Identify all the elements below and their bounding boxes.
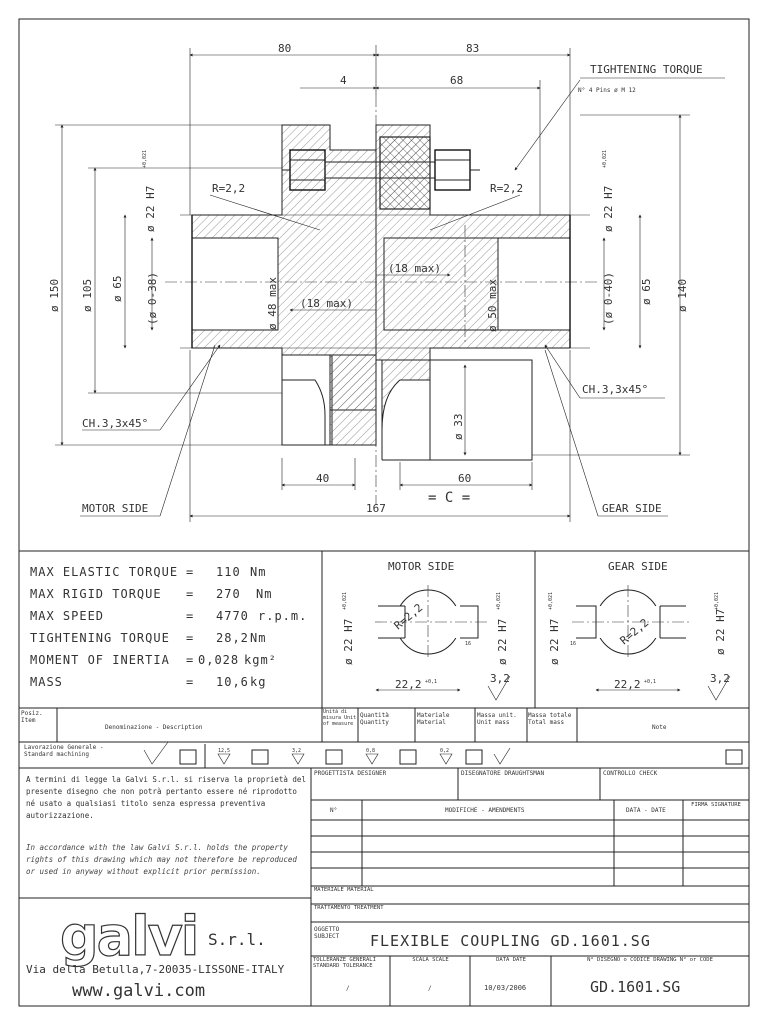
svg-text:=: =: [186, 565, 195, 579]
machining-row: [19, 742, 749, 768]
roughness-box: [326, 750, 342, 764]
tol-right: +0,021: [602, 149, 608, 168]
dim-dia-65-right: ø 65: [640, 278, 653, 305]
svg-text:=: =: [186, 587, 195, 601]
spec-unit: Nm: [256, 587, 273, 601]
drawing-number-label: N° DISEGNO o CODICE DRAWING N° or CODE: [587, 957, 713, 963]
svg-text:+0,021: +0,021: [714, 591, 720, 610]
gear-detail-width: 16: [570, 641, 577, 647]
logo-wordmark: galvi: [60, 905, 198, 968]
col-material: Materiale Material: [417, 712, 450, 726]
spec-label: MAX ELASTIC TORQUE: [30, 565, 179, 579]
dim-dia-105: ø 105: [81, 278, 94, 312]
dim-dia-65-left: ø 65: [111, 275, 124, 302]
svg-text:+0,021: +0,021: [342, 591, 348, 610]
treatment-label: TRATTAMENTO TREATMENT: [314, 905, 384, 911]
logo-srl: S.r.l.: [208, 930, 266, 949]
scale-value: /: [428, 985, 432, 992]
roughness-box: [726, 750, 742, 764]
motor-side-label: MOTOR SIDE: [82, 502, 149, 515]
col-unit-mass: Massa unit. Unit mass: [477, 712, 517, 726]
svg-text:3,2: 3,2: [292, 748, 302, 754]
spec-label: MAX RIGID TORQUE: [30, 587, 162, 601]
svg-text:+0,1: +0,1: [425, 679, 438, 685]
chamfer-right: CH.3,3x45°: [582, 383, 649, 396]
spec-unit: Nm: [250, 565, 267, 579]
roughness-box: [180, 750, 196, 764]
dim-83: 83: [466, 42, 480, 55]
spec-label: MOMENT OF INERTIA: [30, 653, 170, 667]
coupling-section-view: [48, 42, 725, 522]
tol-left: +0,021: [142, 149, 148, 168]
legal-notice-en: In accordance with the law Galvi S.r.l. holds the property rights of this drawing which may not therefore be reproduced or used in anyway without explicit prior permission.: [26, 843, 297, 876]
drafter-label: DISEGNATORE DRAUGHTSMAN: [461, 770, 545, 777]
motor-detail-dia: ø 22 H7: [342, 618, 355, 665]
gear-side-label: GEAR SIDE: [602, 502, 662, 515]
spec-label: TIGHTENING TORQUE: [30, 631, 170, 645]
drawing-title: FLEXIBLE COUPLING GD.1601.SG: [370, 932, 651, 950]
motor-detail-width: 16: [465, 641, 472, 647]
legal-notice-it: A termini di legge la Galvi S.r.l. si riserva la proprietà del presente disegno che non potrà pertanto essere né riprodotto né usato a qualsiasi titolo senza espressa preventiva autorizzazione.: [26, 775, 306, 820]
date-value: 10/03/2006: [484, 984, 527, 992]
gear-detail-roughness: 3,2: [710, 672, 730, 685]
dim-22h7-left: ø 22 H7: [144, 185, 157, 232]
gear-detail-title: GEAR SIDE: [608, 560, 668, 573]
date-label: DATA DATE: [496, 957, 526, 963]
checker-label: CONTROLLO CHECK: [603, 770, 658, 777]
col-total-mass: Massa totale Total mass: [528, 712, 572, 726]
spec-label: MASS: [30, 675, 63, 689]
standard-machining-label: Lavorazione Generale - Standard machining: [24, 744, 104, 758]
dim-dia-150: ø 150: [48, 278, 61, 312]
col-pos: Posiz. Item: [21, 710, 43, 724]
col-qty: Quantità Quantity: [360, 712, 389, 726]
parts-list-header: [19, 708, 749, 742]
svg-text:=: =: [186, 631, 195, 645]
dim-60: 60: [458, 472, 472, 485]
spec-unit: kg: [250, 675, 267, 689]
col-unit: Unità di misura Unit of measure: [323, 709, 357, 727]
gear-detail-dia-2: ø 22 H7: [714, 608, 727, 655]
dim-bore-right: (ø 0-40): [602, 272, 615, 325]
dim-slot-18-b: (18 max): [388, 262, 441, 275]
gear-detail-radius: R=2,2: [617, 616, 652, 648]
title-block: [311, 768, 749, 1006]
dim-80: 80: [278, 42, 292, 55]
pins-note: N° 4 Pins ø M 12: [578, 87, 636, 94]
drawing-number: GD.1601.SG: [590, 978, 681, 996]
dim-22h7-right: ø 22 H7: [602, 185, 615, 232]
dim-68: 68: [450, 74, 464, 87]
centre-mark: = C =: [428, 490, 471, 506]
designer-label: PROGETTISTA DESIGNER: [314, 770, 387, 777]
motor-detail-title: MOTOR SIDE: [388, 560, 455, 573]
col-description: Denominazione - Description: [105, 724, 203, 731]
rev-col: N°: [330, 807, 338, 814]
spec-value: 10,6: [216, 675, 249, 689]
motor-detail-key: 22,2: [395, 678, 422, 691]
spec-label: MAX SPEED: [30, 609, 105, 623]
roughness-box: [252, 750, 268, 764]
dim-50-max: ø 50 max: [486, 279, 499, 332]
spec-value: 270: [216, 587, 241, 601]
roughness-box: [400, 750, 416, 764]
dim-slot-18-a: (18 max): [300, 297, 353, 310]
dim-dia-33: ø 33: [452, 413, 465, 440]
material-label: MATERIALE MATERIAL: [314, 887, 374, 893]
gear-detail-key: 22,2: [614, 678, 641, 691]
spec-unit: Nm: [250, 631, 267, 645]
dim-167: 167: [366, 502, 386, 515]
svg-text:+0,021: +0,021: [548, 591, 554, 610]
svg-text:+0,1: +0,1: [644, 679, 657, 685]
gear-side-detail: [548, 560, 730, 700]
svg-text:0,2: 0,2: [440, 748, 450, 754]
radius-label-left: R=2,2: [212, 182, 246, 195]
svg-text:=: =: [186, 675, 195, 689]
motor-detail-radius: R=2,2: [391, 601, 426, 633]
chamfer-left: CH.3,3x45°: [82, 417, 149, 430]
svg-text:=: =: [186, 609, 195, 623]
svg-text:+0,021: +0,021: [496, 591, 502, 610]
company-address: Via della Betulla,7-20035-LISSONE-ITALY: [26, 963, 285, 976]
date-col: DATA - DATE: [626, 807, 666, 814]
motor-detail-roughness: 3,2: [490, 672, 510, 685]
spec-value: 0,028: [198, 653, 240, 667]
tightening-torque-callout: TIGHTENING TORQUE: [590, 63, 703, 76]
dim-bore-left: (ø 0-38): [146, 272, 159, 325]
spec-value: 110: [216, 565, 241, 579]
radius-label-right: R=2,2: [490, 182, 524, 195]
dim-40: 40: [316, 472, 330, 485]
svg-text:12,5: 12,5: [218, 748, 231, 754]
subject-label: OGGETTO SUBJECT: [314, 926, 340, 940]
spec-unit: kgm²: [244, 653, 277, 667]
dim-48-max: ø 48 max: [266, 277, 279, 330]
spec-value: 28,2: [216, 631, 249, 645]
changes-col: MODIFICHE - AMENDMENTS: [445, 807, 525, 814]
motor-detail-dia-2: ø 22 H7: [496, 618, 509, 665]
dim-4: 4: [340, 74, 347, 87]
spec-value: 4770: [216, 609, 249, 623]
tolerance-value: /: [346, 985, 350, 992]
signature-col: FIRMA SIGNATURE: [691, 802, 741, 808]
motor-side-detail: [342, 560, 510, 700]
galvi-logo: [60, 905, 266, 968]
spec-unit: r.p.m.: [258, 609, 308, 623]
tolerance-label: TOLLERANZE GENERALI STANDARD TOLERANCE: [313, 957, 376, 969]
spec-list: [30, 565, 307, 689]
svg-text:0,8: 0,8: [366, 748, 376, 754]
svg-text:=: =: [186, 653, 195, 667]
col-note: Note: [652, 724, 667, 731]
roughness-box: [466, 750, 482, 764]
company-website[interactable]: www.galvi.com: [72, 981, 206, 1001]
scale-label: SCALA SCALE: [412, 957, 449, 963]
dim-dia-140: ø 140: [676, 278, 689, 312]
gear-detail-dia: ø 22 H7: [548, 618, 561, 665]
